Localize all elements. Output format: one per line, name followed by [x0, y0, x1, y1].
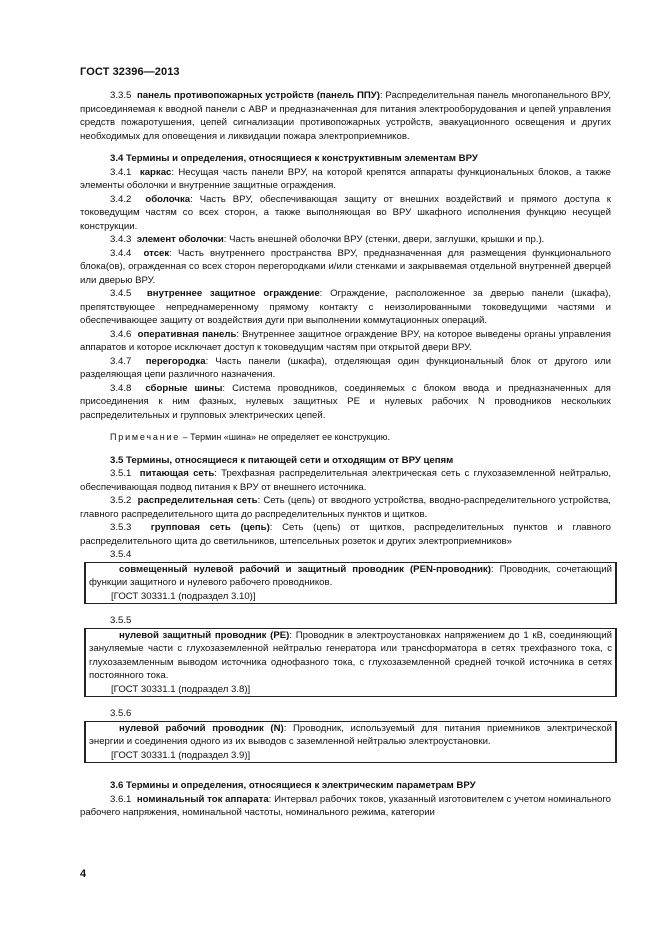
reference-3-5-5: [ГОСТ 30331.1 (подраздел 3.8)]	[111, 683, 251, 695]
term-number-3-5-5: 3.5.5	[110, 615, 132, 626]
term-box-3-5-5: нулевой защитный проводник (РЕ): Проводник в электроустановках напряжением до 1 кВ, соединяющий зануляемые части с глухозаземленной нейтралью генератора или трансформатора в сетях трехфазного тока, с глухозаземленным выводом источника однофазного тока, с глухозаземленной средней точкой источника в сетях постоянного тока. [ГОСТ 30331.1 (подраздел 3.8)]	[84, 628, 617, 698]
term-3-6-1: 3.6.1 номинальный ток аппарата: Интервал рабочих токов, указанный изготовителем с учетом номинального рабочего напряжения, номинальной частоты, номинального режима, категории	[80, 793, 611, 818]
term-3-4-2: 3.4.2 оболочка: Часть ВРУ, обеспечивающая защиту от внешних воздействий и прямого доступа к токоведущим частям со всех сторон, а также выполняющая во ВРУ шкафного исполнения функцию несущей конструкции.	[80, 193, 611, 232]
term-3-4-1: 3.4.1 каркас: Несущая часть панели ВРУ, на которой крепятся аппараты функциональных блоков, а также элементы оболочки и внутренние защитные ограждения.	[80, 166, 611, 191]
page-number: 4	[80, 868, 87, 880]
term-3-5-2: 3.5.2 распределительная сеть: Сеть (цепь) от вводного устройства, вводно-распределительного устройства, главного распределительного щита до распределительных пунктов и щитков.	[80, 495, 611, 520]
term-3-4-7: 3.4.7 перегородка: Часть панели (шкафа), отделяющая один функциональный блок от другого или разделяющая цепи различного назначения.	[80, 355, 611, 380]
note: Примечание – Термин «шина» не определяет ее конструкцию.	[110, 432, 391, 442]
term-box-3-5-4: совмещенный нулевой рабочий и защитный проводник (PEN-проводник): Проводник, сочетающий функции защитного и нулевого рабочего проводников. [ГОСТ 30331.1 (подраздел 3.10)]	[84, 562, 617, 605]
term-number-3-5-4: 3.5.4	[110, 549, 132, 560]
document-body	[80, 89, 611, 820]
reference-3-5-4: [ГОСТ 30331.1 (подраздел 3.10)]	[111, 590, 256, 602]
section-heading-3-4: 3.4 Термины и определения, относящиеся к конструктивным элементам ВРУ	[110, 153, 478, 164]
section-heading-3-6: 3.6 Термины и определения, относящиеся к электрическим параметрам ВРУ	[110, 780, 476, 791]
term-3-4-8: 3.4.8 сборные шины: Система проводников, соединяемых с блоком ввода и предназначенных для присоединения к ним фазных, нулевых защитных PE и нулевых рабочих N проводников нескольких распределительных и групповых электрических цепей.	[80, 382, 611, 421]
term-3-5-3: 3.5.3 групповая сеть (цепь): Сеть (цепь) от щитков, распределительных пунктов и главного распределительного щита до светильников, штепсельных розеток и других электроприемников»	[80, 522, 611, 547]
term-3-4-3: 3.4.3 элемент оболочки: Часть внешней оболочки ВРУ (стенки, двери, заглушки, крышки и пр.).	[110, 234, 545, 245]
term-box-3-5-6: нулевой рабочий проводник (N): Проводник, используемый для питания приемников электрической энергии и соединения одного из их выводов с заземленной нейтралью электроустановки. [ГОСТ 30331.1 (подраздел 3.9)]	[84, 721, 617, 764]
term-3-4-6: 3.4.6 оперативная панель: Внутреннее защитное ограждение ВРУ, на которое выведены органы управления аппаратов и которое исключает доступ к токоведущим частям при открытой двери ВРУ.	[80, 328, 611, 353]
term-3-4-4: 3.4.4 отсек: Часть внутреннего пространства ВРУ, предназначенная для размещения функционального блока(ов), огражденная со всех сторон перегородками и/или стенками и закрываемая отдельной внутренней дверцей или дверью ВРУ.	[80, 247, 611, 286]
note-label: Примечание	[110, 432, 181, 442]
section-heading-3-5: 3.5 Термины, относящиеся к питающей сети и отходящим от ВРУ цепям	[110, 454, 454, 466]
term-3-5-1: 3.5.1 питающая сеть: Трехфазная распределительная электрическая сеть с глухозаземленной нейтралью, обеспечивающая подвод питания к ВРУ от внешнего источника.	[80, 468, 611, 493]
reference-3-5-6: [ГОСТ 30331.1 (подраздел 3.9)]	[111, 749, 251, 761]
document-header: ГОСТ 32396—2013	[80, 66, 180, 78]
term-3-4-5: 3.4.5 внутреннее защитное ограждение: Ограждение, расположенное за дверью панели (шкафа), препятствующее непреднамеренному прямому контакту с неизолированными токоведущими частями и обеспечивающее защиту от воздействия дуги при выполнении коммутационных операций.	[80, 288, 611, 326]
term-number-3-5-6: 3.5.6	[110, 708, 132, 719]
term-3-3-5: 3.3.5 панель противопожарных устройств (панель ППУ): Распределительная панель многопанельного ВРУ, присоединяемая к вводной панели с АВР и предназначенная для питания электрооборудования и цепей управления средств пожаротушения, цепей сигнализации противопожарных устройств, эвакуационного освещения и других необходимых для оповещения и ликвидации пожара электроприемников.	[80, 90, 611, 142]
